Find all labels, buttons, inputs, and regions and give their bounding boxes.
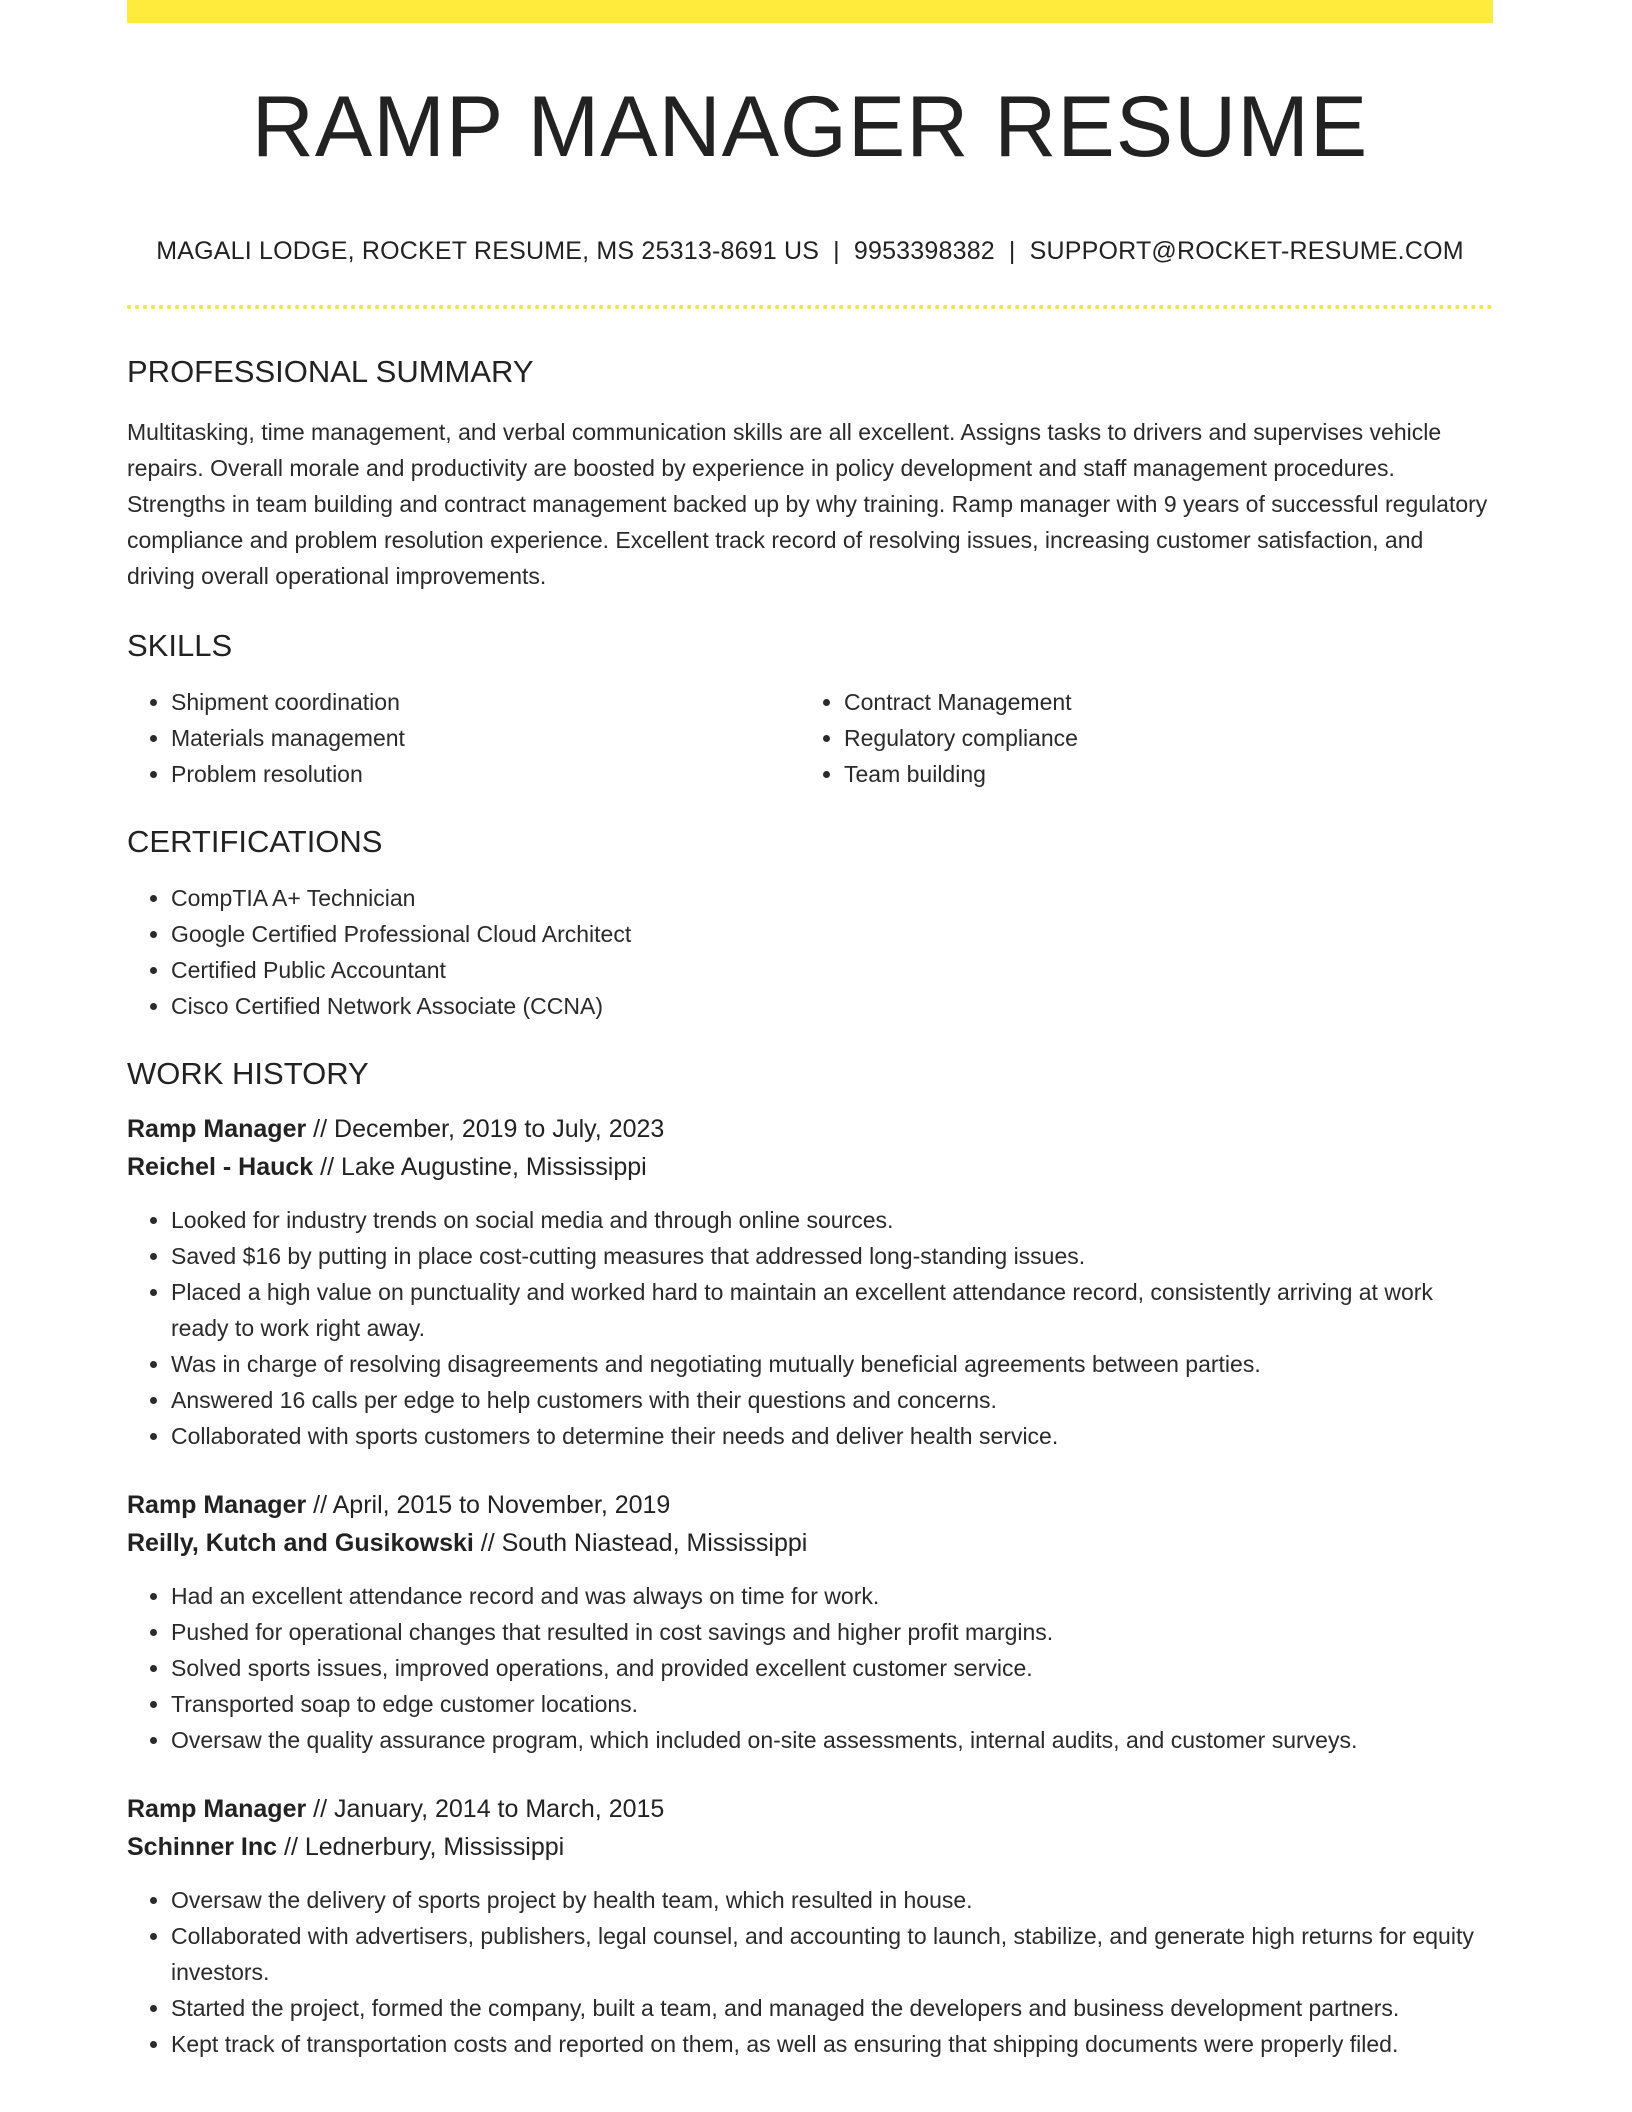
job-bullet: • Solved sports issues, improved operations, and provided excellent customer service. [171, 1650, 1493, 1686]
job-bullet: • Collaborated with advertisers, publishers, legal counsel, and accounting to launch, stabilize, and generate high returns for equity investors. [171, 1918, 1493, 1990]
job-dates: // January, 2014 to March, 2015 [313, 1795, 665, 1823]
job-bullet: • Answered 16 calls per edge to help customers with their questions and concerns. [171, 1382, 1493, 1418]
certification-item: • Cisco Certified Network Associate (CCNA) [171, 988, 1493, 1024]
certifications-heading: CERTIFICATIONS [127, 824, 383, 859]
accent-top-bar [127, 0, 1493, 23]
job-entry [127, 1790, 1493, 2062]
page-title: RAMP MANAGER RESUME [251, 79, 1369, 175]
summary-text: Multitasking, time management, and verbal communication skills are all excellent. Assigns tasks to drivers and supervises vehicle repairs. Overall morale and productivity are boosted by experience in policy development and staff management procedures. Strengths in team building and contract management backed up by why training. Ramp manager with 9 years of successful regulatory compliance and problem resolution experience. Excellent track record of resolving issues, increasing customer satisfaction, and driving overall operational improvements. [127, 419, 1488, 589]
contact-address: MAGALI LODGE, ROCKET RESUME, MS 25313-8691 US [156, 237, 820, 265]
job-bullets [127, 1202, 1493, 1454]
resume-body [127, 350, 1493, 2094]
job-title: Ramp Manager [127, 1795, 307, 1823]
job-bullets [127, 1882, 1493, 2062]
job-bullet: • Oversaw the delivery of sports project by health team, which resulted in house. [171, 1882, 1493, 1918]
certifications-section [127, 820, 1493, 1024]
job-entry [127, 1486, 1493, 1758]
job-bullet: • Transported soap to edge customer locations. [171, 1686, 1493, 1722]
skill-item: • Materials management [171, 720, 800, 756]
skills-section [127, 624, 1493, 792]
certification-item: • CompTIA A+ Technician [171, 880, 1493, 916]
job-bullet: • Pushed for operational changes that resulted in cost savings and higher profit margins. [171, 1614, 1493, 1650]
job-location: // Lake Augustine, Mississippi [320, 1153, 647, 1181]
contact-separator: | [833, 237, 840, 265]
job-location: // South Niastead, Mississippi [480, 1529, 808, 1557]
job-company-line [127, 1524, 1493, 1562]
job-title-line [127, 1110, 1493, 1148]
job-title-line [127, 1790, 1493, 1828]
job-bullet: • Saved $16 by putting in place cost-cutting measures that addressed long-standing issues. [171, 1238, 1493, 1274]
job-bullet: • Had an excellent attendance record and was always on time for work. [171, 1578, 1493, 1614]
summary-section [127, 350, 1493, 594]
skills-columns [127, 684, 1493, 792]
skill-item: • Team building [844, 756, 1473, 792]
job-entry [127, 1110, 1493, 1454]
contact-line [127, 237, 1493, 266]
skills-list-right [800, 684, 1473, 792]
job-bullet: • Placed a high value on punctuality and worked hard to maintain an excellent attendance record, consistently arriving at work ready to work right away. [171, 1274, 1493, 1346]
job-company: Schinner Inc [127, 1833, 278, 1861]
job-company-line [127, 1148, 1493, 1186]
work-history-heading: WORK HISTORY [127, 1056, 369, 1091]
skills-heading: SKILLS [127, 628, 233, 663]
job-bullet: • Oversaw the quality assurance program, which included on-site assessments, internal audits, and customer surveys. [171, 1722, 1493, 1758]
certification-item: • Certified Public Accountant [171, 952, 1493, 988]
job-company-line [127, 1828, 1493, 1866]
certification-item: • Google Certified Professional Cloud Architect [171, 916, 1493, 952]
job-title: Ramp Manager [127, 1491, 307, 1519]
skill-item: • Shipment coordination [171, 684, 800, 720]
job-company: Reilly, Kutch and Gusikowski [127, 1529, 474, 1557]
skills-list-left [127, 684, 800, 792]
job-dates: // April, 2015 to November, 2019 [313, 1491, 671, 1519]
certifications-list [127, 880, 1493, 1024]
job-bullet: • Looked for industry trends on social media and through online sources. [171, 1202, 1493, 1238]
skill-item: • Problem resolution [171, 756, 800, 792]
summary-heading: PROFESSIONAL SUMMARY [127, 354, 534, 389]
job-bullet: • Collaborated with sports customers to determine their needs and deliver health service. [171, 1418, 1493, 1454]
skill-item: • Contract Management [844, 684, 1473, 720]
job-company: Reichel - Hauck [127, 1153, 314, 1181]
job-title-line [127, 1486, 1493, 1524]
job-dates: // December, 2019 to July, 2023 [313, 1115, 665, 1143]
contact-email: SUPPORT@ROCKET-RESUME.COM [1029, 237, 1464, 265]
work-history-section [127, 1052, 1493, 2062]
job-bullet: • Was in charge of resolving disagreements and negotiating mutually beneficial agreements between parties. [171, 1346, 1493, 1382]
job-bullets [127, 1578, 1493, 1758]
dotted-divider [127, 305, 1493, 309]
job-location: // Lednerbury, Mississippi [284, 1833, 565, 1861]
contact-phone: 9953398382 [853, 237, 995, 265]
job-bullet: • Started the project, formed the company, built a team, and managed the developers and business development partners. [171, 1990, 1493, 2026]
skill-item: • Regulatory compliance [844, 720, 1473, 756]
job-bullet: • Kept track of transportation costs and reported on them, as well as ensuring that shipping documents were properly filed. [171, 2026, 1493, 2062]
contact-separator: | [1008, 237, 1016, 265]
job-title: Ramp Manager [127, 1115, 307, 1143]
